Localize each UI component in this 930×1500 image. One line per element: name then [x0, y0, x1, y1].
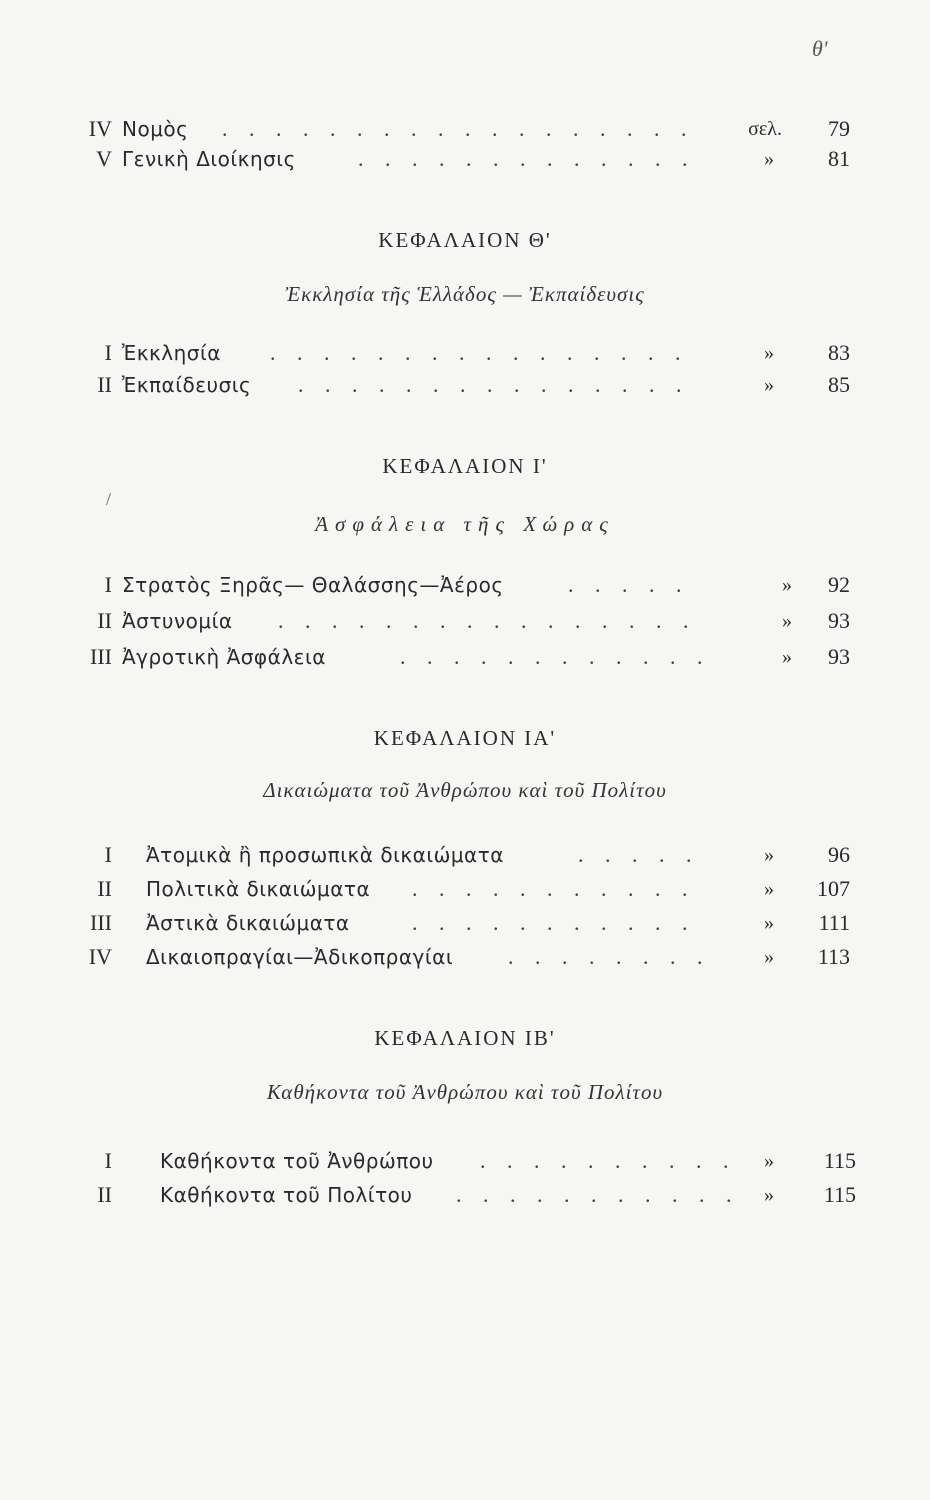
entry-number: I — [104, 572, 112, 597]
dot-leader — [400, 640, 702, 674]
dot-leader — [456, 1178, 732, 1212]
entry-page: 85 — [828, 372, 850, 397]
entry-page-ref: » — [764, 374, 774, 396]
dot-leader — [298, 368, 702, 402]
entry-page-ref: » — [764, 1184, 774, 1206]
entry-page: 96 — [828, 842, 850, 867]
entry-page: 79 — [828, 116, 850, 141]
toc-row — [0, 368, 930, 402]
dot-leader — [412, 872, 708, 906]
dot-leader — [412, 906, 708, 940]
dot-leader — [278, 604, 702, 638]
toc-row — [0, 142, 930, 176]
entry-number: II — [97, 608, 112, 633]
toc-row — [0, 940, 930, 974]
chapter-subtitle: Καθήκοντα τοῦ Ἀνθρώπου καὶ τοῦ Πολίτου — [266, 1080, 664, 1104]
entry-page: 107 — [817, 876, 850, 901]
toc-row — [0, 112, 930, 146]
entry-page-ref: σελ. — [748, 118, 782, 140]
dot-leader — [578, 838, 708, 872]
dot-leader — [568, 568, 702, 602]
entry-title: Γενικὴ Διοίκησις — [122, 147, 296, 171]
entry-page-ref: » — [782, 610, 792, 632]
toc-row — [0, 640, 930, 674]
entry-page-ref: » — [764, 342, 774, 364]
chapter-subtitle: Ἀσφάλεια τῆς Χώρας — [315, 512, 615, 536]
entry-title: Ἀτομικὰ ἢ προσωπικὰ δικαιώματα — [146, 843, 504, 867]
entry-number: II — [97, 372, 112, 397]
entry-page-ref: » — [764, 148, 774, 170]
entry-page: 113 — [817, 944, 850, 969]
stray-mark: / — [106, 489, 112, 509]
toc-row — [0, 604, 930, 638]
entry-title: Ἐκπαίδευσις — [122, 373, 252, 397]
dot-leader — [270, 336, 702, 370]
chapter-subtitle: Ἐκκλησία τῆς Ἑλλάδος — Ἐκπαίδευσις — [285, 282, 645, 306]
entry-page: 93 — [828, 608, 850, 633]
entry-number: I — [104, 1148, 112, 1173]
entry-number: I — [104, 842, 112, 867]
toc-row — [0, 336, 930, 370]
toc-row — [0, 568, 930, 602]
entry-title: Νομὸς — [122, 117, 189, 141]
entry-title: Καθήκοντα τοῦ Πολίτου — [160, 1183, 413, 1207]
entry-title: Ἀγροτικὴ Ἀσφάλεια — [122, 645, 326, 669]
toc-row — [0, 906, 930, 940]
entry-number: II — [97, 876, 112, 901]
dot-leader — [222, 112, 702, 146]
chapter-subtitle: Δικαιώματα τοῦ Ἀνθρώπου καὶ τοῦ Πολίτου — [263, 778, 667, 802]
entry-number: II — [97, 1182, 112, 1207]
entry-number: V — [96, 146, 112, 171]
dot-leader — [480, 1144, 732, 1178]
entry-page: 83 — [828, 340, 850, 365]
entry-title: Στρατὸς Ξηρᾶς— Θαλάσσης—Ἀέρος — [122, 573, 504, 597]
dot-leader — [508, 940, 708, 974]
entry-title: Πολιτικὰ δικαιώματα — [146, 877, 371, 901]
entry-page: 93 — [828, 644, 850, 669]
chapter-heading: ΚΕΦΑΛΑΙΟΝ ΙΒ' — [374, 1026, 556, 1050]
entry-number: I — [104, 340, 112, 365]
entry-page: 111 — [818, 910, 850, 935]
chapter-heading: ΚΕΦΑΛΑΙΟΝ Θ' — [378, 228, 552, 252]
entry-page-ref: » — [764, 1150, 774, 1172]
entry-page-ref: » — [782, 646, 792, 668]
entry-page-ref: » — [782, 574, 792, 596]
entry-number: III — [90, 910, 112, 935]
entry-number: IV — [88, 944, 112, 969]
entry-page-ref: » — [764, 878, 774, 900]
entry-page-ref: » — [764, 912, 774, 934]
toc-row — [0, 838, 930, 872]
chapter-heading: ΚΕΦΑΛΑΙΟΝ Ι' — [382, 454, 548, 478]
entry-title: Καθήκοντα τοῦ Ἀνθρώπου — [160, 1149, 434, 1173]
entry-page-ref: » — [764, 946, 774, 968]
entry-title: Ἐκκλησία — [122, 341, 221, 365]
toc-row — [0, 1178, 930, 1212]
entry-title: Ἀστυνομία — [122, 609, 233, 633]
entry-number: IV — [88, 116, 112, 141]
entry-page: 115 — [823, 1148, 856, 1173]
entry-page: 81 — [828, 146, 850, 171]
entry-page: 115 — [823, 1182, 856, 1207]
entry-page-ref: » — [764, 844, 774, 866]
entry-number: III — [90, 644, 112, 669]
toc-row — [0, 872, 930, 906]
page-number: θ' — [812, 36, 828, 61]
entry-title: Ἀστικὰ δικαιώματα — [146, 911, 350, 935]
chapter-heading: ΚΕΦΑΛΑΙΟΝ ΙΑ' — [373, 726, 557, 750]
entry-title: Δικαιοπραγίαι—Ἀδικοπραγίαι — [146, 945, 454, 969]
entry-page: 92 — [828, 572, 850, 597]
dot-leader — [358, 142, 702, 176]
toc-row — [0, 1144, 930, 1178]
